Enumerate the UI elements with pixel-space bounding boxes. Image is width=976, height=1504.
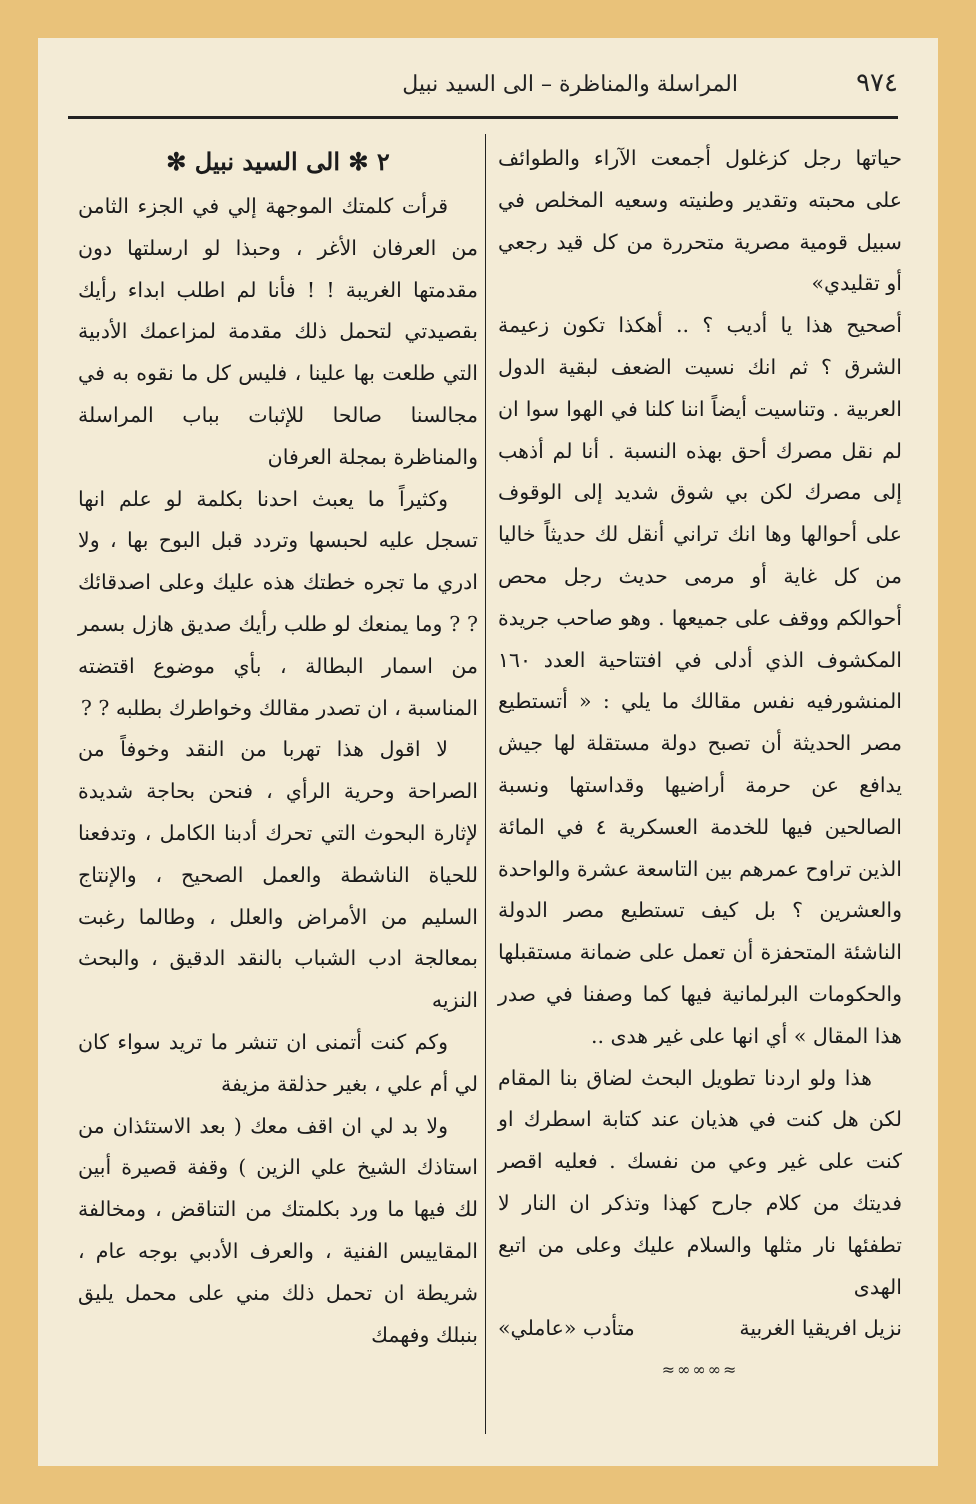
right-column [498, 138, 902, 1390]
ornament-flourish: ≈∞∞∞≈ [661, 1360, 739, 1380]
header-rule [68, 116, 898, 119]
left-paragraph-1: قرأت كلمتك الموجهة إلي في الجزء الثامن من العرفان الأغر ، وحبذا لو ارسلتها دون مقدمتها الغريبة ! ! فأنا لم اطلب ابداء رأيك بقصيدتي لتحمل ذلك مقدمة لمزاعمك الأدبية التي طلعت بها علينا ، فليس كل ما نقوه به في مجالسنا صالحا للإثبات بباب المراسلة والمناظرة بمجلة العرفان [78, 194, 478, 469]
column-divider [485, 134, 486, 1434]
running-title: المراسلة والمناظرة – الى السيد نبيل [402, 72, 738, 97]
right-paragraph-1: حياتها رجل كزغلول أجمعت الآراء والطوائف على محبته وتقدير وطنيته وسعيه المخلص في سبيل قومية مصرية متحررة من كل قيد رجعي أو تقليدي» [498, 146, 902, 296]
left-paragraph-4: وكم كنت أتمنى ان تنشر ما تريد سواء كان لي أم علي ، بغير حذلقة مزيفة [78, 1029, 478, 1096]
left-paragraph-5: ولا بد لي ان اقف معك ( بعد الاستئذان من استاذك الشيخ علي الزين ) وقفة قصيرة أبين لك فيها ما ورد بكلمتك من التناقض ، ومخالفة المقاييس الفنية ، والعرف الأدبي بوجه عام ، شريطة ان تحمل ذلك مني على محمل يليق بنبلك وفهمك [78, 1113, 478, 1347]
signature-location: نزيل افريقيا الغربية [739, 1316, 902, 1341]
page [38, 38, 938, 1466]
left-column [78, 138, 478, 1356]
left-paragraph-2: وكثيراً ما يعبث احدنا بكلمة لو علم انها تسجل عليه لحبسها وتردد قبل البوح بها ، ولا ادري ما تجره خطتك هذه عليك وعلى اصدقائك ? ? وما يمنعك لو طلب رأيك صديق هازل بسمر من اسمار البطالة ، بأي موضوع اقتضته المناسبة ، ان تصدر مقالك وخواطرك بطلبه ? ? [78, 486, 478, 720]
signature-line [498, 1308, 902, 1350]
page-header [68, 64, 898, 104]
page-number: ٩٧٤ [856, 68, 898, 98]
right-paragraph-2: أصحيح هذا يا أديب ؟ .. أهكذا تكون زعيمة الشرق ؟ ثم انك نسيت الضعف لبقية الدول العربية . وتناسيت أيضاً اننا كلنا في الهوا سوا ان لم نقل مصرك أحق بهذه النسبة . أنا لم أذهب إلى مصرك لكن بي شوق شديد إلى الوقوف على أحوالها وها انك تراني أنقل لك حديثاً خاليا من كل غاية أو مرمى حديث رجل محص أحوالكم ووقف على جميعها . وهو صاحب جريدة المكشوف الذي أدلى في افتتاحية العدد ١٦٠ المنشورفيه نفس مقالك ما يلي : « أتستطيع مصر الحديثة أن تصبح دولة مستقلة لها جيش يدافع عن حرمة أراضيها وقداستها ونسبة الصالحين فيها للخدمة العسكرية ٤ في المائة الذين تراوح عمرهم بين التاسعة عشرة والواحدة والعشرين ؟ بل كيف تستطيع مصر الدولة الناشئة المتحفزة أن تعمل على ضمانة مستقبلها والحكومات البرلمانية فيها كما وصفنا في صدر هذا المقال » أي انها على غير هدى .. [498, 313, 902, 1048]
left-paragraph-3: لا اقول هذا تهربا من النقد وخوفاً من الصراحة وحرية الرأي ، فنحن بحاجة شديدة لإثارة البحوث التي تحرك أدبنا الكامل ، وتدفعنا للحياة الناشطة والعمل الصحيح ، والإنتاج السليم من الأمراض والعلل ، وطالما رغبت بمعالجة ادب الشباب بالنقد الدقيق ، والبحث النزيه [78, 737, 478, 1013]
section-title: ٢ ✻ الى السيد نبيل ✻ [166, 147, 390, 176]
right-paragraph-3: هذا ولو اردنا تطويل البحث لضاق بنا المقام لكن هل كنت في هذيان عند كتابة اسطرك او كنت على غير وعي من نفسك . فعليه اقصر فديتك من كلام جارح كهذا وتذكر ان النار لا تطفئها نار مثلها والسلام عليك وعلى من اتبع الهدى [498, 1065, 902, 1299]
signature-author: متأدب «عاملي» [498, 1316, 635, 1341]
